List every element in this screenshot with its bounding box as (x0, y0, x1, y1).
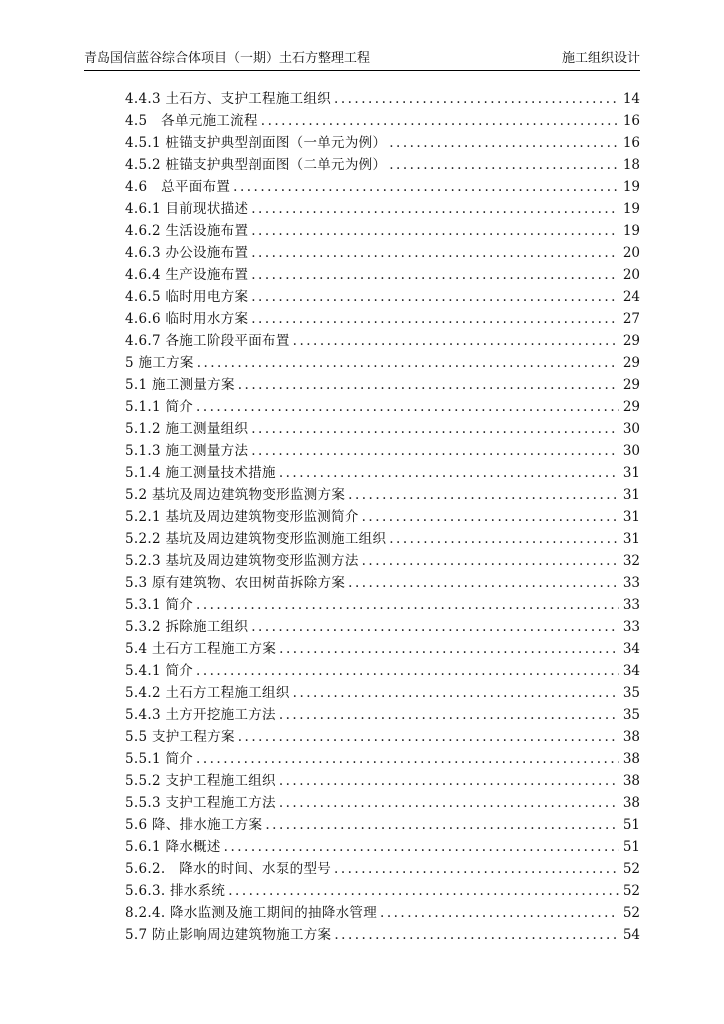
toc-entry-page-number: 27 (622, 311, 640, 327)
toc-entry[interactable] (125, 484, 640, 506)
toc-entry-title: 5.1.1 简介 (125, 399, 194, 415)
toc-entry-title: 5.5.1 简介 (125, 751, 194, 767)
toc-entry[interactable] (125, 638, 640, 660)
toc-entry-page-number: 33 (622, 575, 640, 591)
toc-entry[interactable] (125, 660, 640, 682)
toc-entry-page-number: 19 (622, 201, 640, 217)
toc-entry-page-number: 54 (622, 927, 640, 943)
toc-entry-page-number: 33 (622, 597, 640, 613)
toc-entry-page-number: 20 (622, 267, 640, 283)
toc-entry-page-number: 31 (622, 487, 640, 503)
toc-dot-leader (389, 528, 619, 550)
toc-dot-leader (251, 242, 619, 264)
toc-entry[interactable] (125, 198, 640, 220)
toc-dot-leader (196, 748, 619, 770)
toc-entry-page-number: 19 (622, 223, 640, 239)
toc-entry[interactable] (125, 616, 640, 638)
toc-entry-title: 5.5.3 支护工程施工方法 (125, 795, 276, 811)
toc-entry-page-number: 52 (622, 861, 640, 877)
toc-entry[interactable] (125, 902, 640, 924)
toc-entry-page-number: 35 (622, 685, 640, 701)
toc-entry[interactable] (125, 506, 640, 528)
toc-entry-title: 5.5 支护工程方案 (125, 729, 235, 745)
toc-entry-title: 5.1 施工测量方案 (125, 377, 235, 393)
toc-entry[interactable] (125, 792, 640, 814)
toc-entry-page-number: 24 (622, 289, 640, 305)
toc-entry[interactable] (125, 110, 640, 132)
toc-dot-leader (389, 154, 619, 176)
toc-dot-leader (251, 198, 619, 220)
toc-entry-title: 5.4.3 土方开挖施工方法 (125, 707, 276, 723)
toc-entry-page-number: 32 (622, 553, 640, 569)
toc-entry[interactable] (125, 374, 640, 396)
toc-entry-page-number: 31 (622, 465, 640, 481)
toc-entry[interactable] (125, 330, 640, 352)
toc-entry-title: 4.4.3 土石方、支护工程施工组织 (125, 91, 332, 107)
toc-dot-leader (238, 374, 619, 396)
toc-entry-title: 5.1.2 施工测量组织 (125, 421, 249, 437)
toc-entry-title: 4.6.3 办公设施布置 (125, 245, 249, 261)
page-header (84, 50, 640, 71)
toc-entry[interactable] (125, 594, 640, 616)
toc-dot-leader (279, 704, 619, 726)
toc-entry-title: 5.2.1 基坑及周边建筑物变形监测简介 (125, 509, 359, 525)
toc-entry-page-number: 38 (622, 751, 640, 767)
toc-entry-title: 5 施工方案 (125, 355, 194, 371)
toc-entry-title: 4.6.7 各施工阶段平面布置 (125, 333, 290, 349)
toc-dot-leader (279, 792, 619, 814)
toc-dot-leader (279, 638, 619, 660)
toc-entry[interactable] (125, 418, 640, 440)
toc-dot-leader (197, 352, 619, 374)
toc-entry[interactable] (125, 154, 640, 176)
toc-entry-title: 5.3.2 拆除施工组织 (125, 619, 249, 635)
toc-entry[interactable] (125, 726, 640, 748)
toc-entry-title: 4.5.2 桩锚支护典型剖面图（二单元为例） (125, 157, 387, 173)
toc-dot-leader (251, 616, 619, 638)
toc-entry-page-number: 29 (622, 399, 640, 415)
toc-dot-leader (224, 836, 619, 858)
toc-entry-title: 4.6.4 生产设施布置 (125, 267, 249, 283)
toc-dot-leader (196, 396, 619, 418)
toc-dot-leader (265, 814, 619, 836)
toc-entry[interactable] (125, 462, 640, 484)
toc-dot-leader (233, 176, 619, 198)
toc-entry-page-number: 51 (622, 817, 640, 833)
toc-dot-leader (261, 110, 619, 132)
toc-dot-leader (362, 506, 619, 528)
toc-entry-title: 5.3 原有建筑物、农田树苗拆除方案 (125, 575, 346, 591)
toc-dot-leader (389, 132, 619, 154)
toc-entry-title: 5.4.2 土石方工程施工组织 (125, 685, 290, 701)
toc-dot-leader (334, 88, 619, 110)
toc-entry-page-number: 52 (622, 883, 640, 899)
toc-entry-title: 5.5.2 支护工程施工组织 (125, 773, 276, 789)
toc-dot-leader (348, 484, 619, 506)
toc-dot-leader (251, 220, 619, 242)
toc-entry-page-number: 38 (622, 795, 640, 811)
toc-dot-leader (279, 462, 619, 484)
toc-entry-title: 5.6 降、排水施工方案 (125, 817, 263, 833)
toc-entry-title: 5.3.1 简介 (125, 597, 194, 613)
toc-entry-page-number: 18 (622, 157, 640, 173)
toc-dot-leader (362, 550, 619, 572)
toc-entry[interactable] (125, 396, 640, 418)
toc-entry[interactable] (125, 220, 640, 242)
toc-entry[interactable] (125, 528, 640, 550)
toc-entry-title: 5.6.3. 排水系统 (125, 883, 226, 899)
toc-entry[interactable] (125, 550, 640, 572)
toc-entry[interactable] (125, 352, 640, 374)
toc-dot-leader (251, 418, 619, 440)
toc-entry[interactable] (125, 308, 640, 330)
toc-entry-title: 4.6.5 临时用电方案 (125, 289, 249, 305)
toc-dot-leader (196, 660, 619, 682)
toc-entry-page-number: 30 (622, 443, 640, 459)
toc-entry[interactable] (125, 770, 640, 792)
toc-entry-page-number: 31 (622, 531, 640, 547)
toc-entry-page-number: 52 (622, 905, 640, 921)
toc-entry-title: 5.2.3 基坑及周边建筑物变形监测方法 (125, 553, 359, 569)
toc-entry-title: 5.7 防止影响周边建筑物施工方案 (125, 927, 332, 943)
toc-entry-title: 5.6.1 降水概述 (125, 839, 221, 855)
header-project-title: 青岛国信蓝谷综合体项目（一期）土石方整理工程 (84, 51, 371, 66)
toc-dot-leader (279, 770, 619, 792)
toc-dot-leader (238, 726, 619, 748)
toc-entry-title: 4.6.2 生活设施布置 (125, 223, 249, 239)
toc-entry-page-number: 34 (622, 641, 640, 657)
toc-entry-title: 4.5.1 桩锚支护典型剖面图（一单元为例） (125, 135, 387, 151)
toc-entry-page-number: 31 (622, 509, 640, 525)
toc-entry[interactable] (125, 814, 640, 836)
toc-entry-page-number: 38 (622, 773, 640, 789)
toc-entry[interactable] (125, 880, 640, 902)
toc-entry[interactable] (125, 242, 640, 264)
toc-entry-page-number: 33 (622, 619, 640, 635)
toc-dot-leader (251, 440, 619, 462)
toc-entry-title: 4.6.6 临时用水方案 (125, 311, 249, 327)
toc-entry-page-number: 14 (622, 91, 640, 107)
toc-entry[interactable] (125, 88, 640, 110)
toc-entry-page-number: 35 (622, 707, 640, 723)
toc-entry-page-number: 30 (622, 421, 640, 437)
toc-entry-page-number: 29 (622, 355, 640, 371)
toc-entry[interactable] (125, 858, 640, 880)
toc-dot-leader (251, 308, 619, 330)
toc-entry-title: 5.4.1 简介 (125, 663, 194, 679)
toc-entry[interactable] (125, 704, 640, 726)
toc-dot-leader (251, 264, 619, 286)
toc-entry-page-number: 29 (622, 333, 640, 349)
toc-entry-title: 4.6 总平面布置 (125, 179, 231, 195)
toc-entry-page-number: 29 (622, 377, 640, 393)
table-of-contents (125, 88, 640, 946)
toc-entry-title: 5.1.3 施工测量方法 (125, 443, 249, 459)
toc-entry[interactable] (125, 572, 640, 594)
toc-dot-leader (334, 924, 619, 946)
toc-entry-title: 5.1.4 施工测量技术措施 (125, 465, 276, 481)
toc-dot-leader (334, 858, 619, 880)
toc-dot-leader (251, 286, 619, 308)
toc-entry-page-number: 20 (622, 245, 640, 261)
toc-entry-page-number: 16 (622, 113, 640, 129)
toc-entry-page-number: 16 (622, 135, 640, 151)
toc-entry[interactable] (125, 176, 640, 198)
toc-entry-page-number: 34 (622, 663, 640, 679)
toc-entry-title: 5.6.2. 降水的时间、水泵的型号 (125, 861, 332, 877)
toc-entry-title: 4.6.1 目前现状描述 (125, 201, 249, 217)
toc-entry[interactable] (125, 682, 640, 704)
header-document-type: 施工组织设计 (561, 51, 640, 66)
toc-dot-leader (348, 572, 619, 594)
toc-entry[interactable] (125, 924, 640, 946)
toc-dot-leader (196, 594, 619, 616)
toc-entry[interactable] (125, 132, 640, 154)
toc-entry-page-number: 38 (622, 729, 640, 745)
toc-dot-leader (228, 880, 619, 902)
toc-entry-title: 4.5 各单元施工流程 (125, 113, 258, 129)
toc-entry[interactable] (125, 836, 640, 858)
toc-entry[interactable] (125, 286, 640, 308)
toc-entry-title: 5.2.2 基坑及周边建筑物变形监测施工组织 (125, 531, 387, 547)
toc-entry-title: 5.2 基坑及周边建筑物变形监测方案 (125, 487, 346, 503)
toc-entry-page-number: 19 (622, 179, 640, 195)
toc-entry-title: 5.4 土石方工程施工方案 (125, 641, 277, 657)
toc-entry-title: 8.2.4. 降水监测及施工期间的抽降水管理 (125, 905, 378, 921)
toc-dot-leader (380, 902, 619, 924)
toc-dot-leader (293, 330, 619, 352)
toc-entry[interactable] (125, 748, 640, 770)
toc-dot-leader (293, 682, 619, 704)
toc-entry[interactable] (125, 440, 640, 462)
toc-entry-page-number: 51 (622, 839, 640, 855)
toc-entry[interactable] (125, 264, 640, 286)
